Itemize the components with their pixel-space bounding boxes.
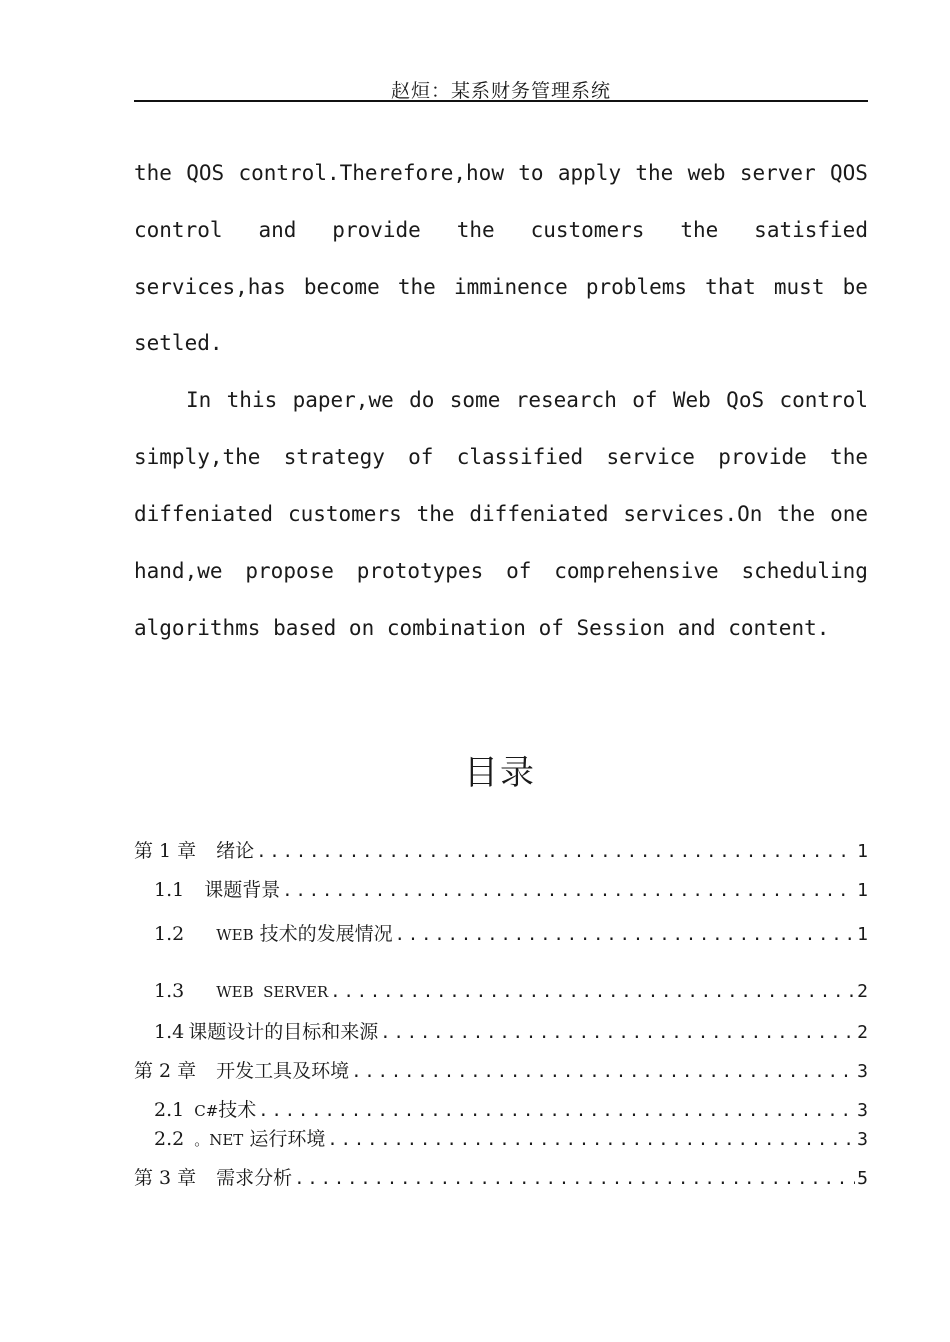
abstract-word: this (226, 388, 278, 412)
toc-entry-page: 2 (857, 981, 868, 1002)
toc-entry-label: 课题设计的目标和来源 (188, 1021, 379, 1043)
toc-entry-label: 开发工具及环境 (216, 1060, 350, 1082)
toc-dot-leader (294, 1166, 855, 1192)
abstract-word: strategy (283, 445, 385, 469)
toc-entry-label-text: 运行环境 (243, 1128, 326, 1150)
toc-entry-label (216, 921, 392, 948)
toc-entry-page: 1 (857, 924, 868, 945)
abstract-word: comprehensive (554, 559, 719, 583)
toc-entry-label-latin: 。NET (194, 1131, 244, 1149)
toc-entry[interactable] (154, 1097, 868, 1123)
toc-entry-page: 3 (857, 1100, 868, 1121)
abstract-line (134, 556, 868, 586)
abstract-word: control (779, 388, 868, 412)
abstract-word: classified (456, 445, 584, 469)
abstract-word: QoS (726, 388, 765, 412)
abstract-line (134, 499, 868, 529)
abstract-word: customers (287, 502, 402, 526)
toc-dot-leader (282, 878, 855, 904)
toc-title: 目录 (464, 753, 536, 793)
abstract-line (134, 328, 868, 358)
toc-entry-number: 第 1 章 (134, 840, 197, 862)
abstract-word: do (409, 388, 435, 412)
abstract-word: the (680, 218, 719, 242)
abstract-word: the (830, 445, 868, 469)
abstract-word: problems (585, 275, 688, 299)
abstract-word: prototypes (356, 559, 484, 583)
abstract-word: QOS (830, 161, 868, 185)
abstract-word: diffeniated (134, 502, 274, 526)
abstract-word: satisfied (754, 218, 868, 242)
abstract-word: diffeniated (469, 502, 609, 526)
abstract-word: and (258, 218, 297, 242)
abstract-word: apply (557, 161, 622, 185)
abstract-word: of (632, 388, 658, 412)
abstract-line (134, 158, 868, 188)
toc-dot-leader (351, 1059, 855, 1085)
abstract-word: scheduling (741, 559, 868, 583)
abstract-line (134, 385, 868, 415)
abstract-word: algorithms based on combination of Session and content. (134, 616, 830, 640)
toc-entry-number: 第 2 章 (134, 1060, 197, 1082)
toc-entry-label: 需求分析 (216, 1167, 293, 1189)
abstract-word: services.On (623, 502, 763, 526)
abstract-word: must (773, 275, 825, 299)
toc-entry-label-text: 技术的发展情况 (253, 923, 393, 945)
abstract-word: In (186, 388, 212, 412)
toc-entry[interactable] (154, 921, 868, 947)
toc-dot-leader (256, 839, 855, 865)
abstract-word: Web (672, 388, 711, 412)
abstract-word: setled. (134, 331, 223, 355)
toc-entry-label (194, 1097, 256, 1124)
abstract-word: some (449, 388, 501, 412)
toc-entry[interactable] (154, 1126, 868, 1152)
abstract-line (134, 215, 868, 245)
toc-entry-label-text: 技术 (218, 1099, 257, 1121)
toc-entry[interactable] (134, 1165, 868, 1191)
abstract-line (134, 442, 868, 472)
abstract-word: of (506, 559, 532, 583)
toc-dot-leader (330, 979, 855, 1005)
abstract-word: provide (332, 218, 421, 242)
toc-dot-leader (395, 922, 856, 948)
toc-entry-number: 2.1 (154, 1099, 185, 1121)
toc-entry[interactable] (154, 877, 868, 903)
abstract-word: imminence (453, 275, 568, 299)
abstract-word: the (134, 161, 172, 185)
abstract-word: web (687, 161, 726, 185)
abstract-word: propose (245, 559, 334, 583)
abstract-word: customers (530, 218, 645, 242)
abstract-word: control.Therefore,how (238, 161, 504, 185)
abstract-word: server (739, 161, 816, 185)
abstract-word: to (518, 161, 544, 185)
abstract-word: provide (718, 445, 807, 469)
abstract-word: hand,we (134, 559, 223, 583)
toc-dot-leader (258, 1098, 855, 1124)
abstract-word: the (777, 502, 816, 526)
abstract-word: become (303, 275, 380, 299)
toc-entry-page: 3 (857, 1129, 868, 1150)
toc-entry-page: 1 (857, 841, 868, 862)
toc-entry-label: 绪论 (216, 840, 255, 862)
toc-entry[interactable] (134, 1058, 868, 1084)
toc-entry-page: 5 (857, 1168, 868, 1189)
toc-entry-number: 1.4 (154, 1021, 185, 1043)
abstract-line (134, 613, 868, 643)
toc-entry-page: 2 (857, 1022, 868, 1043)
header-rule (134, 100, 868, 102)
toc-entry-number: 1.3 (154, 980, 185, 1002)
toc-entry[interactable] (154, 1019, 868, 1045)
abstract-word: the (397, 275, 436, 299)
abstract-word: be (842, 275, 868, 299)
toc-entry-label-latin: WEB SERVER (216, 983, 329, 1001)
toc-entry-page: 1 (857, 880, 868, 901)
toc-entry-label-latin: C# (194, 1102, 219, 1120)
abstract-word: that (705, 275, 756, 299)
toc-entry-label (216, 978, 328, 1005)
abstract-word: the (456, 218, 495, 242)
abstract-word: the (635, 161, 674, 185)
abstract-word: services,has (134, 275, 286, 299)
abstract-word: control (134, 218, 223, 242)
abstract-word: research (515, 388, 617, 412)
toc-entry-label: 课题背景 (204, 879, 281, 901)
toc-dot-leader (380, 1020, 855, 1046)
toc-entry-label (194, 1126, 325, 1153)
abstract-word: one (830, 502, 868, 526)
toc-entry[interactable] (134, 838, 868, 864)
toc-entry-number: 2.2 (154, 1128, 185, 1150)
toc-entry-number: 第 3 章 (134, 1167, 197, 1189)
toc-entry-page: 3 (857, 1061, 868, 1082)
toc-entry-label-latin: WEB (216, 926, 254, 944)
abstract-word: of (408, 445, 434, 469)
abstract-word: the (416, 502, 455, 526)
abstract-line (134, 272, 868, 302)
page-header: 赵烜：某系财务管理系统 (390, 80, 611, 102)
abstract-word: service (606, 445, 695, 469)
toc-entry[interactable] (154, 978, 868, 1004)
abstract-word: paper,we (292, 388, 394, 412)
toc-entry-number: 1.2 (154, 923, 185, 945)
abstract-word: simply,the (134, 445, 261, 469)
toc-entry-number: 1.1 (154, 879, 185, 901)
abstract-word: QOS (186, 161, 225, 185)
toc-dot-leader (327, 1127, 855, 1153)
